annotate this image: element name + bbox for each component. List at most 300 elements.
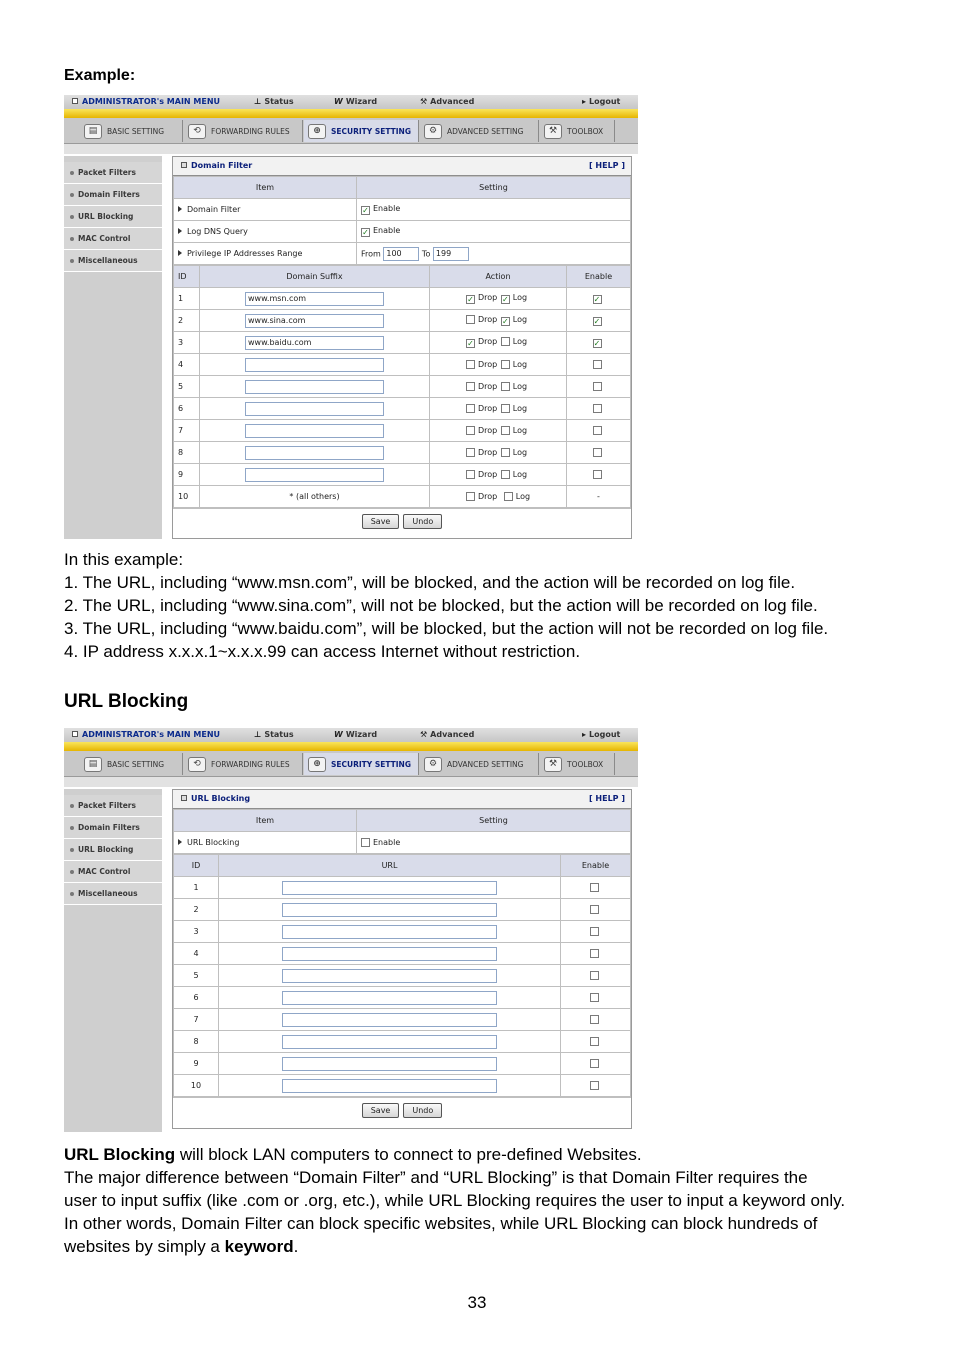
description-line-2: The major difference between “Domain Filter” and “URL Blocking” is that Domain Filter requires the: [64, 1168, 808, 1187]
menu-square-icon: [72, 98, 78, 104]
tab-icon: ⊕: [308, 124, 326, 139]
tab-gap: [64, 144, 638, 154]
logout-link[interactable]: [582, 97, 620, 106]
status-label: Status: [264, 730, 294, 739]
row-enable: [561, 1075, 631, 1097]
logout-label: Logout: [589, 730, 621, 739]
suffix-header: Domain Suffix: [200, 266, 430, 288]
enable-checkbox[interactable]: ✓: [593, 339, 601, 348]
row-suffix: [200, 376, 430, 398]
sidebar: [64, 789, 162, 1132]
drop-label: Drop: [478, 448, 498, 457]
domain-list-header-row: [174, 266, 631, 288]
url-input[interactable]: [282, 1057, 497, 1071]
log-checkbox[interactable]: [501, 360, 510, 369]
sidebar-item-label: MAC Control: [78, 867, 131, 876]
enable-checkbox[interactable]: [590, 905, 599, 914]
enable-checkbox[interactable]: [593, 404, 602, 413]
table-row: [174, 987, 631, 1009]
description-text: websites by simply a: [64, 1237, 225, 1256]
sidebar-item-label: Miscellaneous: [78, 889, 138, 898]
enable-label: Enable: [373, 226, 401, 235]
setting-item: [174, 832, 357, 854]
sidebar-item-packet-filters[interactable]: [64, 162, 162, 184]
tab-icon: ⟲: [188, 124, 206, 139]
row-enable: [561, 987, 631, 1009]
row-id: 10: [174, 1075, 219, 1097]
enable-checkbox[interactable]: [593, 382, 602, 391]
row-id: 1: [174, 288, 200, 310]
accent-bar: [64, 742, 638, 751]
url-input[interactable]: [282, 903, 497, 917]
row-id: 9: [174, 1053, 219, 1075]
row-url: [219, 1053, 561, 1075]
tab-forwarding-rules[interactable]: [184, 753, 303, 775]
tab-label: SECURITY SETTING: [331, 126, 411, 136]
row-action: [430, 486, 567, 508]
enable-checkbox[interactable]: [593, 426, 602, 435]
sidebar: [64, 156, 162, 539]
row-action: [430, 464, 567, 486]
enable-checkbox[interactable]: [593, 360, 602, 369]
sidebar-item-domain-filters[interactable]: [64, 184, 162, 206]
enable-checkbox[interactable]: [590, 949, 599, 958]
panel-title-text: URL Blocking: [191, 794, 251, 803]
log-checkbox[interactable]: [504, 492, 513, 501]
panel-title: [181, 794, 250, 803]
row-suffix: [200, 310, 430, 332]
description-bold-term: URL Blocking: [64, 1145, 176, 1164]
sidebar-item-packet-filters[interactable]: [64, 795, 162, 817]
row-action: [430, 398, 567, 420]
tab-icon: ▤: [84, 757, 102, 772]
row-suffix: [200, 398, 430, 420]
enable-checkbox[interactable]: [590, 927, 599, 936]
row-enable: [561, 1053, 631, 1075]
bullet-icon: [70, 848, 74, 852]
sidebar-item-label: Packet Filters: [78, 168, 136, 177]
from-ip-input[interactable]: 100: [383, 247, 419, 261]
logout-arrow-icon: ▸: [582, 730, 587, 739]
advanced-icon: ⚒: [420, 97, 428, 106]
settings-header-row: [174, 177, 631, 199]
url-input[interactable]: [282, 991, 497, 1005]
tab-icon: ⚙: [424, 757, 442, 772]
row-id: 7: [174, 420, 200, 442]
drop-checkbox[interactable]: ✓: [467, 339, 474, 348]
row-id: 6: [174, 987, 219, 1009]
url-input[interactable]: [282, 947, 497, 961]
row-enable: [561, 899, 631, 921]
page-number: 33: [467, 1293, 487, 1312]
panel-header: [173, 790, 631, 809]
arrow-icon: [178, 250, 182, 256]
url-input[interactable]: [282, 1013, 497, 1027]
setting-header: Setting: [357, 177, 631, 199]
domain-suffix-input[interactable]: [245, 380, 384, 394]
description-line-5: [64, 1235, 298, 1258]
help-link[interactable]: [ HELP ]: [588, 794, 625, 803]
setting-item: [174, 221, 357, 243]
domain-suffix-input[interactable]: [245, 358, 384, 372]
enable-checkbox[interactable]: [590, 1015, 599, 1024]
sidebar-item-miscellaneous[interactable]: [64, 883, 162, 905]
row-id: 4: [174, 943, 219, 965]
tab-label: ADVANCED SETTING: [447, 759, 524, 769]
drop-label: Drop: [478, 360, 498, 369]
row-enable: [567, 442, 631, 464]
description-text: .: [293, 1237, 299, 1256]
log-dns-enable-checkbox[interactable]: ✓: [362, 228, 369, 237]
row-enable: [567, 288, 631, 310]
row-enable: [561, 943, 631, 965]
tab-label: SECURITY SETTING: [331, 759, 411, 769]
table-row: [174, 1053, 631, 1075]
domain-filter-panel: [172, 156, 632, 539]
domain-suffix-input[interactable]: [245, 468, 384, 482]
row-suffix: [200, 288, 430, 310]
setting-value: [357, 243, 631, 265]
status-icon: ⊥: [254, 97, 262, 106]
drop-label: Drop: [478, 470, 498, 479]
description-bold-keyword: keyword: [224, 1237, 294, 1256]
drop-label: Drop: [478, 315, 498, 324]
save-button[interactable]: Save: [362, 1103, 400, 1118]
tab-icon: ⚒: [544, 124, 562, 139]
enable-checkbox[interactable]: ✓: [593, 295, 601, 304]
drop-checkbox[interactable]: [466, 492, 475, 501]
row-action: [430, 310, 567, 332]
sidebar-item-label: Domain Filters: [78, 190, 140, 199]
enable-checkbox[interactable]: [590, 1037, 599, 1046]
explanation-intro: In this example:: [64, 550, 184, 569]
url-input[interactable]: [282, 925, 497, 939]
arrow-icon: [178, 206, 182, 212]
wizard-label: Wizard: [345, 97, 378, 106]
domain-suffix-input[interactable]: [245, 446, 384, 460]
enable-checkbox[interactable]: [590, 993, 599, 1002]
enable-header: Enable: [567, 266, 631, 288]
domain-filter-screenshot: [64, 95, 638, 539]
enable-checkbox[interactable]: ✓: [593, 317, 601, 326]
tab-forwarding-rules[interactable]: [184, 120, 303, 142]
top-nav: [64, 95, 638, 109]
drop-checkbox[interactable]: [466, 382, 475, 391]
tab-security-setting[interactable]: [304, 120, 419, 142]
drop-checkbox[interactable]: ✓: [467, 295, 474, 304]
log-checkbox[interactable]: [501, 337, 510, 346]
url-blocking-screenshot: [64, 728, 638, 1132]
sidebar-item-label: Miscellaneous: [78, 256, 138, 265]
tab-label: BASIC SETTING: [107, 126, 165, 136]
row-url: [219, 943, 561, 965]
tab-basic-setting[interactable]: [80, 120, 183, 142]
tab-basic-setting[interactable]: [80, 753, 183, 775]
panel-title: [181, 161, 252, 170]
enable-checkbox[interactable]: [590, 883, 599, 892]
table-row: [174, 398, 631, 420]
drop-label: Drop: [478, 293, 498, 302]
log-checkbox[interactable]: [501, 448, 510, 457]
setting-item-label: Log DNS Query: [187, 227, 248, 236]
drop-label: Drop: [478, 337, 498, 346]
description-line-1: [64, 1143, 642, 1166]
help-link[interactable]: [ HELP ]: [588, 161, 625, 170]
drop-checkbox[interactable]: [466, 470, 475, 479]
row-action: [430, 354, 567, 376]
row-action: [430, 420, 567, 442]
sidebar-item-miscellaneous[interactable]: [64, 250, 162, 272]
to-label: To: [421, 249, 431, 258]
row-url: [219, 899, 561, 921]
row-enable: [567, 310, 631, 332]
row-enable: [567, 420, 631, 442]
tab-label: BASIC SETTING: [107, 759, 165, 769]
all-others-label: * (all others): [200, 486, 430, 508]
settings-row: [174, 243, 631, 265]
enable-checkbox[interactable]: [590, 1081, 599, 1090]
logout-link[interactable]: [582, 730, 620, 739]
tab-bar: [64, 118, 638, 144]
explanation-item-1: 1. The URL, including “www.msn.com”, will be blocked, and the action will be recorded on log file.: [64, 573, 796, 592]
log-checkbox[interactable]: ✓: [501, 295, 509, 304]
bullet-icon: [70, 826, 74, 830]
tab-security-setting[interactable]: [304, 753, 419, 775]
domain-suffix-input[interactable]: [245, 402, 384, 416]
status-link[interactable]: [254, 730, 294, 739]
tab-toolbox[interactable]: [540, 120, 615, 142]
sidebar-item-url-blocking[interactable]: [64, 839, 162, 861]
enable-checkbox[interactable]: [593, 470, 602, 479]
title-square-icon: [181, 162, 187, 168]
url-input[interactable]: [282, 969, 497, 983]
settings-header-row: [174, 810, 631, 832]
table-row: [174, 1009, 631, 1031]
save-button[interactable]: Save: [362, 514, 400, 529]
table-row: [174, 332, 631, 354]
domain-filter-settings-table: [173, 176, 631, 265]
admin-menu-label: ADMINISTRATOR's MAIN MENU: [82, 97, 221, 106]
undo-button[interactable]: Undo: [403, 1103, 442, 1118]
drop-checkbox[interactable]: [466, 315, 475, 324]
tab-icon: ⚙: [424, 124, 442, 139]
admin-menu-link[interactable]: [72, 730, 220, 739]
row-action: [430, 376, 567, 398]
row-id: 10: [174, 486, 200, 508]
settings-row: [174, 832, 631, 854]
tab-icon: ⚒: [544, 757, 562, 772]
row-url: [219, 1075, 561, 1097]
table-row: [174, 1075, 631, 1097]
domain-filter-enable-checkbox[interactable]: ✓: [362, 206, 369, 215]
row-enable: [561, 877, 631, 899]
explanation-item-3: 3. The URL, including “www.baidu.com”, will be blocked, but the action will not be recorded on log file.: [64, 619, 829, 638]
table-row: [174, 442, 631, 464]
drop-checkbox[interactable]: [466, 360, 475, 369]
bullet-icon: [70, 892, 74, 896]
enable-checkbox[interactable]: [590, 971, 599, 980]
bullet-icon: [70, 870, 74, 874]
wizard-link[interactable]: [334, 730, 377, 739]
sidebar-item-label: Domain Filters: [78, 823, 140, 832]
menu-square-icon: [72, 731, 78, 737]
settings-row: [174, 221, 631, 243]
logout-arrow-icon: ▸: [582, 97, 587, 106]
log-label: Log: [512, 360, 528, 369]
sidebar-item-url-blocking[interactable]: [64, 206, 162, 228]
admin-menu-link[interactable]: [72, 97, 220, 106]
row-url: [219, 877, 561, 899]
drop-label: Drop: [478, 382, 498, 391]
admin-menu-label: ADMINISTRATOR's MAIN MENU: [82, 730, 221, 739]
row-suffix: [200, 332, 430, 354]
drop-checkbox[interactable]: [466, 448, 475, 457]
status-icon: ⊥: [254, 730, 262, 739]
row-enable-dash: -: [567, 486, 631, 508]
table-row: [174, 354, 631, 376]
url-blocking-heading: URL Blocking: [64, 691, 189, 712]
bullet-icon: [70, 215, 74, 219]
undo-button[interactable]: Undo: [403, 514, 442, 529]
sidebar-item-label: Packet Filters: [78, 801, 136, 810]
row-action: [430, 332, 567, 354]
explanation-item-2: 2. The URL, including “www.sina.com”, will not be blocked, but the action will be recorded on log file.: [64, 596, 818, 615]
item-header: Item: [174, 177, 357, 199]
bullet-icon: [70, 237, 74, 241]
row-enable: [567, 376, 631, 398]
url-blocking-enable-checkbox[interactable]: [361, 838, 370, 847]
row-url: [219, 1009, 561, 1031]
row-suffix: [200, 464, 430, 486]
wizard-link[interactable]: [334, 97, 377, 106]
tab-label: FORWARDING RULES: [211, 759, 290, 769]
tab-advanced-setting[interactable]: [420, 753, 539, 775]
sidebar-item-mac-control[interactable]: [64, 861, 162, 883]
url-header: URL: [219, 855, 561, 877]
id-header: ID: [174, 855, 219, 877]
row-id: 3: [174, 921, 219, 943]
domain-suffix-input[interactable]: www.sina.com: [245, 314, 384, 328]
log-label: Log: [512, 470, 528, 479]
setting-item-label: Domain Filter: [187, 205, 241, 214]
table-row: [174, 921, 631, 943]
table-row: [174, 1031, 631, 1053]
row-id: 3: [174, 332, 200, 354]
drop-checkbox[interactable]: [466, 426, 475, 435]
advanced-icon: ⚒: [420, 730, 428, 739]
arrow-icon: [178, 839, 182, 845]
log-checkbox[interactable]: ✓: [501, 317, 509, 326]
row-url: [219, 921, 561, 943]
wizard-label: Wizard: [345, 730, 378, 739]
url-input[interactable]: [282, 881, 497, 895]
domain-list-table: [173, 265, 631, 508]
log-label: Log: [512, 337, 528, 346]
bullet-icon: [70, 171, 74, 175]
sidebar-item-mac-control[interactable]: [64, 228, 162, 250]
row-enable: [567, 332, 631, 354]
tab-toolbox[interactable]: [540, 753, 615, 775]
log-checkbox[interactable]: [501, 470, 510, 479]
log-checkbox[interactable]: [501, 404, 510, 413]
enable-checkbox[interactable]: [590, 1059, 599, 1068]
log-label: Log: [512, 293, 528, 302]
row-enable: [561, 921, 631, 943]
row-enable: [567, 354, 631, 376]
setting-value: [357, 199, 631, 221]
url-list-table: [173, 854, 631, 1097]
log-checkbox[interactable]: [501, 382, 510, 391]
row-id: 7: [174, 1009, 219, 1031]
advanced-link[interactable]: [420, 97, 474, 106]
row-suffix: [200, 442, 430, 464]
setting-item: [174, 243, 357, 265]
row-id: 2: [174, 310, 200, 332]
drop-checkbox[interactable]: [466, 404, 475, 413]
row-id: 9: [174, 464, 200, 486]
advanced-label: Advanced: [430, 97, 475, 106]
row-id: 2: [174, 899, 219, 921]
tab-label: FORWARDING RULES: [211, 126, 290, 136]
table-row: [174, 464, 631, 486]
enable-checkbox[interactable]: [593, 448, 602, 457]
table-row: [174, 310, 631, 332]
accent-bar: [64, 109, 638, 118]
tab-advanced-setting[interactable]: [420, 120, 539, 142]
table-row: [174, 420, 631, 442]
status-link[interactable]: [254, 97, 294, 106]
url-blocking-panel: [172, 789, 632, 1129]
action-header: Action: [430, 266, 567, 288]
button-row: [173, 1097, 631, 1123]
status-label: Status: [264, 97, 294, 106]
description-text: will block LAN computers to connect to pre-defined Websites.: [175, 1145, 642, 1164]
row-enable: [567, 398, 631, 420]
sidebar-item-domain-filters[interactable]: [64, 817, 162, 839]
log-checkbox[interactable]: [501, 426, 510, 435]
to-ip-input[interactable]: 199: [433, 247, 469, 261]
bullet-icon: [70, 259, 74, 263]
log-label: Log: [512, 382, 528, 391]
setting-value: [357, 832, 631, 854]
title-square-icon: [181, 795, 187, 801]
domain-suffix-input[interactable]: www.msn.com: [245, 292, 384, 306]
row-id: 5: [174, 965, 219, 987]
item-header: Item: [174, 810, 357, 832]
domain-suffix-input[interactable]: [245, 424, 384, 438]
setting-item: [174, 199, 357, 221]
row-action: [430, 288, 567, 310]
tab-gap: [64, 777, 638, 787]
logout-label: Logout: [589, 97, 621, 106]
url-blocking-settings-table: [173, 809, 631, 854]
domain-suffix-input[interactable]: www.baidu.com: [245, 336, 384, 350]
url-input[interactable]: [282, 1035, 497, 1049]
button-row: [173, 508, 631, 534]
top-nav: [64, 728, 638, 742]
tab-bar: [64, 751, 638, 777]
drop-label: Drop: [478, 426, 498, 435]
row-id: 8: [174, 442, 200, 464]
tab-label: TOOLBOX: [567, 126, 604, 136]
row-id: 4: [174, 354, 200, 376]
bullet-icon: [70, 193, 74, 197]
table-row: [174, 288, 631, 310]
url-input[interactable]: [282, 1079, 497, 1093]
table-row: [174, 486, 631, 508]
setting-value: [357, 221, 631, 243]
advanced-link[interactable]: [420, 730, 474, 739]
